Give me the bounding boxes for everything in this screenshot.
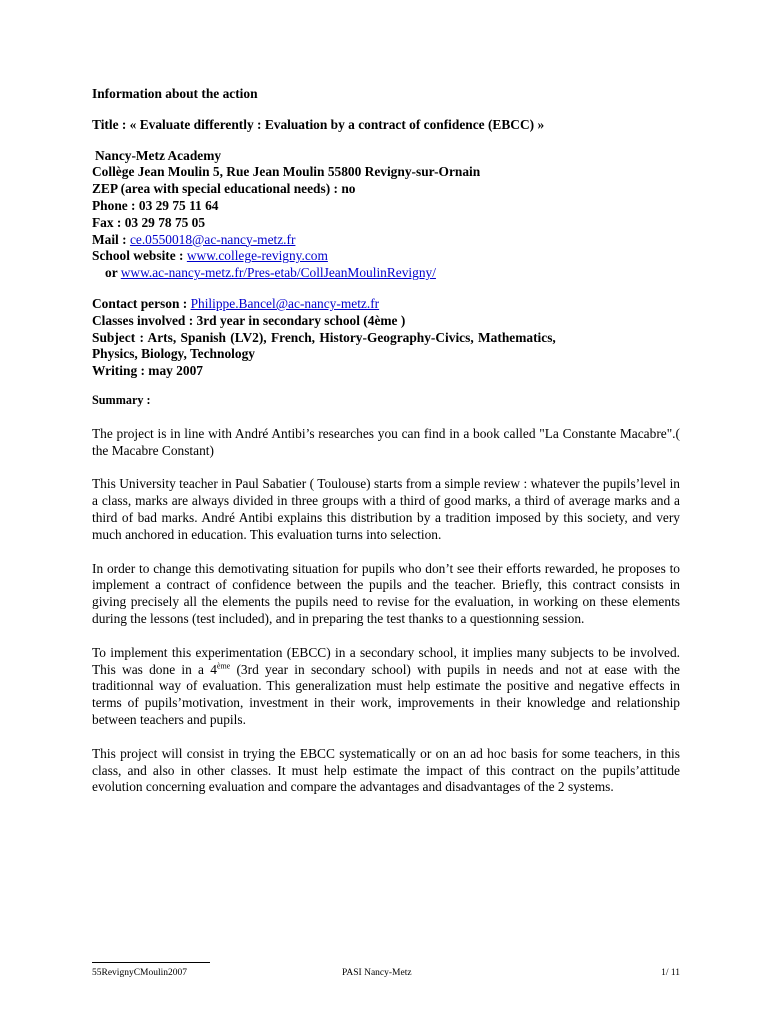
website-alt-label: or — [105, 265, 121, 281]
footer-rule — [92, 962, 210, 963]
paragraph-1: The project is in line with André Antibi’s researches you can find in a book called "La Constante Macabre".( the Macabre Constant) — [92, 425, 680, 458]
contact-label: Contact person : — [92, 295, 191, 311]
contact-row — [92, 296, 680, 313]
academy-name: Nancy-Metz Academy — [95, 147, 222, 163]
zep-status: ZEP (area with special educational needs) : no — [92, 181, 356, 197]
footer-page-number: 1/ 11 — [661, 968, 680, 978]
website-row — [92, 248, 680, 265]
mail-row — [92, 232, 680, 249]
mail-label: Mail : — [92, 231, 130, 247]
website-link[interactable]: www.college-revigny.com — [186, 248, 328, 264]
website-alt-link[interactable]: www.ac-nancy-metz.fr/Pres-etab/CollJeanMoulinRevigny/ — [120, 265, 436, 281]
document-body — [92, 86, 680, 796]
phone-number: Phone : 03 29 75 11 64 — [92, 197, 219, 213]
footer-document-id: 55RevignyCMoulin2007 — [92, 968, 188, 978]
writing-date: Writing : may 2007 — [92, 363, 203, 379]
paragraph-4-start: To implement this experimentation (EBCC) in a secondary school, it implies many subjects to be involved. This was done in a 4 — [92, 644, 680, 677]
paragraph-4 — [92, 645, 680, 729]
paragraph-3: In order to change this demotivating situation for pupils who don’t see their efforts rewarded, he proposes to implement a contract of confidence between the pupils and the teacher. Briefly, this contract consists in giving precisely all the elements the pupils need to revise for the evaluation, in working on these elements during the lessons (test included), and in preparing the test thanks to a questionning session. — [92, 560, 680, 626]
paragraph-2: This University teacher in Paul Sabatier ( Toulouse) starts from a simple review : whatever the pupils’level in a class, marks are always divided in three groups with a third of good marks, a third of average marks and a third of bad marks. André Antibi explains this distribution by a tradition imposed by this society, and very much anchored in education. This evaluation turns into selection. — [92, 476, 680, 542]
website-label: School website : — [92, 248, 187, 264]
paragraph-4-end: (3rd year in secondary school) with pupils in needs and not at ease with the traditionnal way of evaluation. This generalization must help estimate the positive and negative effects in terms of pupils’motivation, investment in their work, improvements in their knowledge and relationship between teachers and pupils. — [92, 661, 681, 727]
subjects-line-1: Subject : Arts, Spanish (LV2), French, History-Geography-Civics, Mathematics, — [92, 329, 556, 345]
contact-info-block — [92, 296, 680, 380]
footer-organization: PASI Nancy-Metz — [342, 968, 412, 978]
summary-label: Summary : — [92, 392, 151, 407]
action-title: Title : « Evaluate differently : Evaluation by a contract of confidence (EBCC) » — [92, 116, 545, 132]
section-heading: Information about the action — [92, 86, 258, 101]
contact-email-link[interactable]: Philippe.Bancel@ac-nancy-metz.fr — [190, 295, 380, 311]
paragraph-5: This project will consist in trying the EBCC systematically or on an ad hoc basis for some teachers, in this class, and also in other classes. It must help estimate the impact of this contract on the pupils’attitude evolution concerning evaluation and compare the advantages and disadvantages of the 2 systems. — [92, 745, 680, 795]
fax-number: Fax : 03 29 78 75 05 — [92, 214, 206, 230]
classes-involved: Classes involved : 3rd year in secondary school (4ème ) — [92, 312, 406, 328]
page-footer — [92, 962, 680, 982]
college-address: Collège Jean Moulin 5, Rue Jean Moulin 55800 Revigny-sur-Ornain — [92, 164, 481, 180]
paragraph-4-superscript: ème — [216, 661, 231, 671]
school-info-block — [92, 148, 680, 282]
subjects-line-2: Physics, Biology, Technology — [92, 346, 255, 362]
mail-link[interactable]: ce.0550018@ac-nancy-metz.fr — [129, 231, 296, 247]
website-alt-row — [92, 265, 680, 282]
